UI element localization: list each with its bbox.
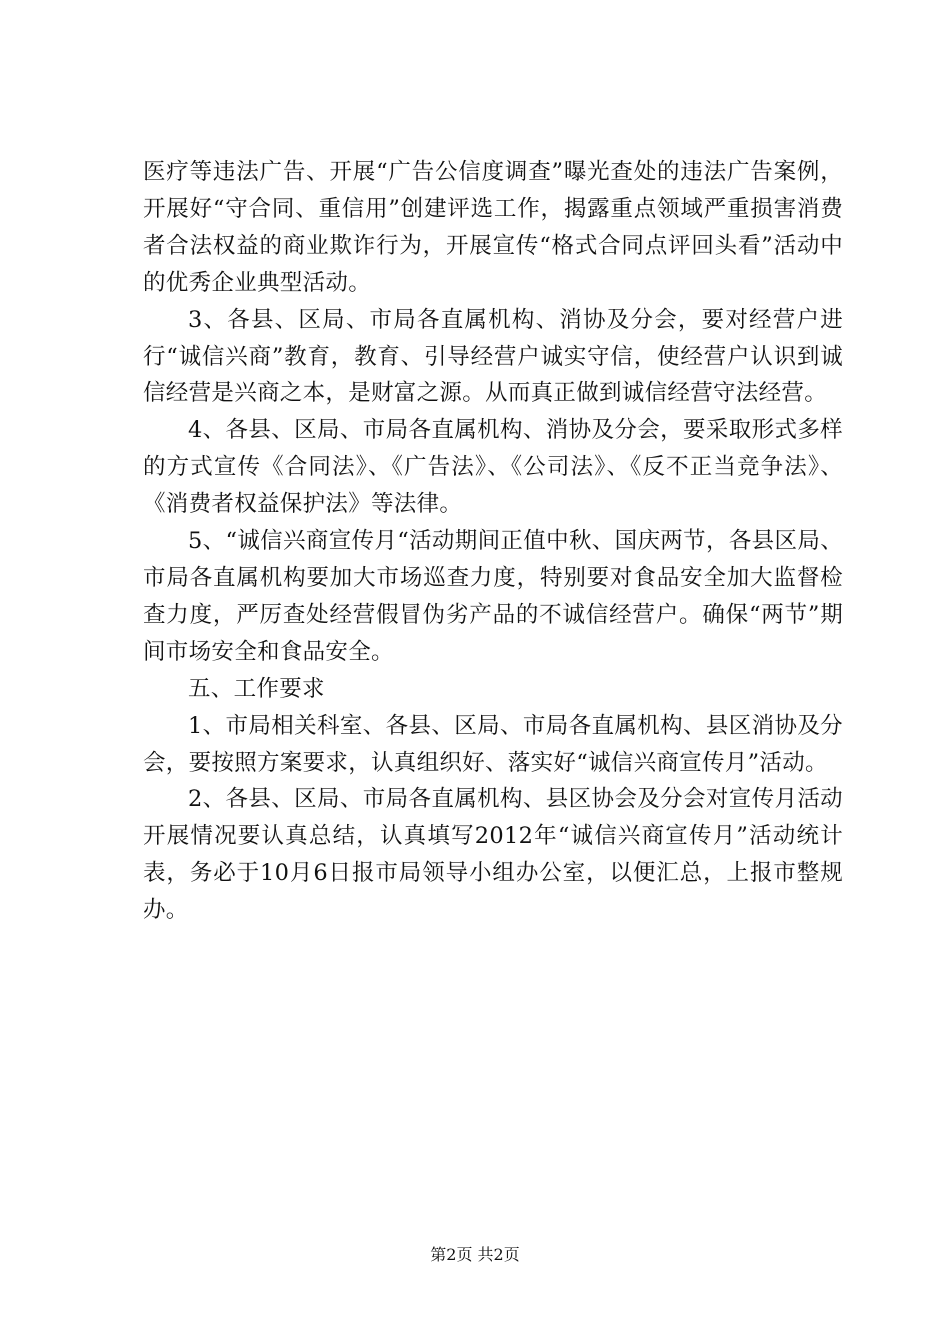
paragraph-item-5: 5、“诚信兴商宣传月“活动期间正值中秋、国庆两节，各县区局、市局各直属机构要加大市场巡查力度，特别要对食品安全加大监督检查力度，严厉查处经营假冒伪劣产品的不诚信经营户。确保“两节”期间市场安全和食品安全。: [143, 528, 843, 665]
paragraph-requirement-1: 1、市局相关科室、各县、区局、市局各直属机构、县区消协及分会，要按照方案要求，认真组织好、落实好“诚信兴商宣传月”活动。: [143, 712, 843, 776]
document-body: [143, 154, 843, 929]
page-footer: [0, 1244, 950, 1266]
section-heading-work-requirements: 五、工作要求: [188, 675, 325, 702]
paragraph-item-4: 4、各县、区局、市局各直属机构、消协及分会，要采取形式多样的方式宣传《合同法》、《广告法》、《公司法》、《反不正当竞争法》、《消费者权益保护法》等法律。: [143, 417, 843, 518]
paragraph-requirement-2: 2、各县、区局、市局各直属机构、县区协会及分会对宣传月活动开展情况要认真总结，认真填写2012年“诚信兴商宣传月”活动统计表，务必于10月6日报市局领导小组办公室，以便汇总，上报市整规办。: [143, 786, 843, 924]
page-number-label: 第2页 共2页: [430, 1245, 520, 1264]
paragraph-item-3: 3、各县、区局、市局各直属机构、消协及分会，要对经营户进行“诚信兴商”教育，教育、引导经营户诚实守信，使经营户认识到诚信经营是兴商之本，是财富之源。从而真正做到诚信经营守法经营。: [143, 306, 843, 407]
paragraph-continued: 医疗等违法广告、开展“广告公信度调查”曝光查处的违法广告案例，开展好“守合同、重信用”创建评选工作，揭露重点领域严重损害消费者合法权益的商业欺诈行为，开展宣传“格式合同点评回头看”活动中的优秀企业典型活动。: [143, 159, 843, 296]
